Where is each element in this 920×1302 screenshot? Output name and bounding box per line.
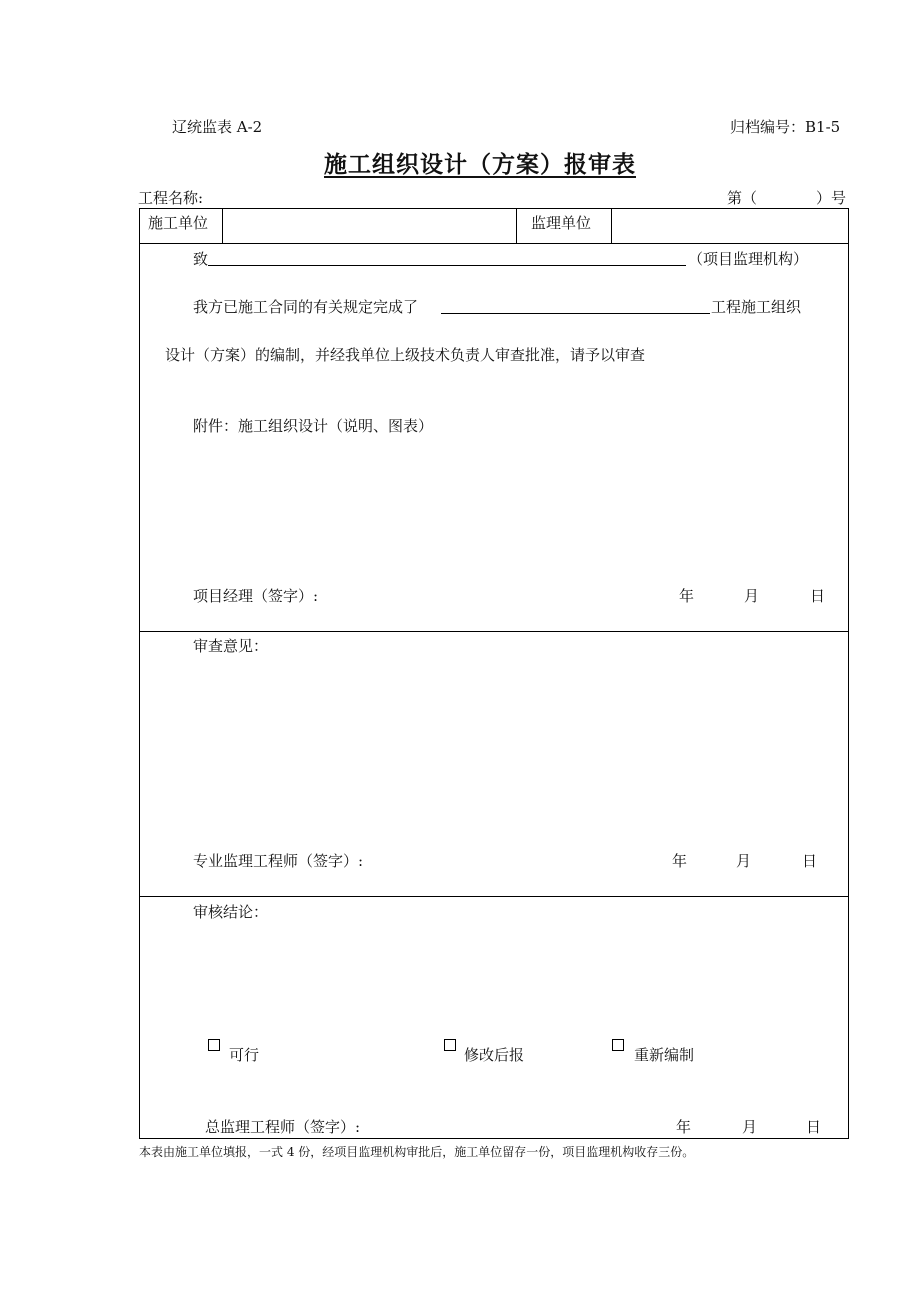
addressee-prefix: 致 [193, 250, 209, 268]
project-manager-signature: 项目经理（签字）: [193, 587, 319, 605]
option-redo-checkbox[interactable] [612, 1039, 624, 1051]
chief-engineer-signature: 总监理工程师（签字）: [205, 1118, 361, 1136]
supervisor-field[interactable] [615, 212, 845, 238]
conclusion-label: 审核结论： [193, 903, 269, 921]
col-divider-1 [222, 208, 223, 243]
page-title: 施工组织设计（方案）报审表 [324, 151, 636, 178]
col-divider-3 [611, 208, 612, 243]
submission-year: 年 [679, 587, 695, 605]
attachment-text: 附件：施工组织设计（说明、图表） [193, 417, 434, 435]
form-code: 辽统监表 A-2 [172, 118, 263, 136]
addressee-suffix: （项目监理机构） [688, 250, 809, 268]
form-number-prefix: 第（ [727, 189, 758, 207]
review-day: 日 [802, 852, 818, 870]
col-divider-2 [516, 208, 517, 243]
footnote: 本表由施工单位填报，一式 4 份，经项目监理机构审批后，施工单位留存一份，项目监理机构收存三份。 [139, 1145, 695, 1159]
project-name-label: 工程名称: [138, 189, 204, 207]
submission-month: 月 [744, 587, 760, 605]
row-divider-info [139, 243, 849, 244]
supervisor-label: 监理单位 [531, 214, 592, 232]
option-revise-checkbox[interactable] [444, 1039, 456, 1051]
body-line1-prefix: 我方已施工合同的有关规定完成了 [193, 298, 419, 316]
option-feasible-label: 可行 [229, 1046, 260, 1064]
row-divider-review [139, 896, 849, 897]
project-blank[interactable] [441, 313, 710, 314]
contractor-label: 施工单位 [148, 214, 209, 232]
conclusion-year: 年 [676, 1118, 692, 1136]
engineer-signature: 专业监理工程师（签字）: [193, 852, 364, 870]
archive-number: 归档编号：B1-5 [730, 118, 841, 136]
review-opinion-label: 审查意见： [193, 637, 269, 655]
addressee-blank[interactable] [208, 265, 686, 266]
contractor-field[interactable] [226, 212, 512, 238]
submission-day: 日 [810, 587, 826, 605]
row-divider-submission [139, 631, 849, 632]
body-line1-suffix: 工程施工组织 [711, 298, 802, 316]
form-number-suffix: ）号 [816, 189, 847, 207]
review-year: 年 [672, 852, 688, 870]
review-month: 月 [736, 852, 752, 870]
option-revise-label: 修改后报 [464, 1046, 525, 1064]
body-line2: 设计（方案）的编制，并经我单位上级技术负责人审查批准，请予以审查 [165, 346, 646, 364]
option-redo-label: 重新编制 [634, 1046, 695, 1064]
option-feasible-checkbox[interactable] [208, 1039, 220, 1051]
conclusion-day: 日 [806, 1118, 822, 1136]
conclusion-month: 月 [742, 1118, 758, 1136]
